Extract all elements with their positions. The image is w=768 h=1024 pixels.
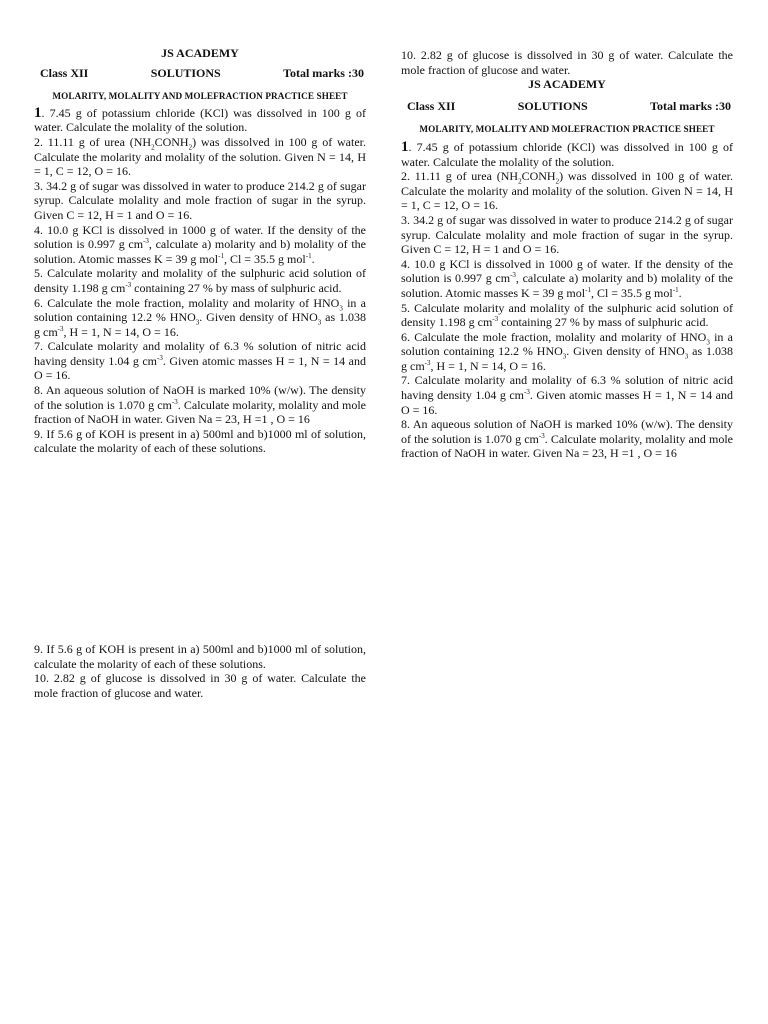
question-3: 3. 34.2 g of sugar was dissolved in water to produce 214.2 g of sugar syrup. Calculate molality and mole fraction of sugar in the syrup. Given C = 12, H = 1 and O = 16. (401, 212, 733, 257)
header-row (401, 99, 733, 114)
question-5: 5. Calculate molarity and molality of the sulphuric acid solution of density 1.198 g $cm^{-3}$ containing 27 % by mass of sulphuric acid. (34, 266, 366, 295)
school-name: JS ACADEMY (161, 46, 239, 60)
question-5: 5. Calculate molarity and molality of the sulphuric acid solution of density 1.198 g $cm^{-3}$ containing 27 % by mass of sulphuric acid. (401, 300, 733, 330)
class-label: Class XII (407, 98, 456, 113)
subject-label: SOLUTIONS (150, 65, 221, 80)
class-label: Class XII (40, 65, 89, 80)
question-6: 6. Calculate the mole fraction, molality and molarity of $HNO_3$ in a solution containing 12.2 % $HNO_3$. Given density of $HNO_3$ as 1.038 g $cm^{-3}$, H = 1, N = 14, O = 16. (34, 295, 366, 339)
marks-label: Total marks :30 (650, 98, 731, 113)
sheet-title: MOLARITY, MOLALITY AND MOLEFRACTION PRACTICE SHEET (52, 91, 348, 102)
school-name: JS ACADEMY (528, 77, 606, 92)
left-column-bottom (34, 642, 366, 700)
question-4: 4. 10.0 g KCl is dissolved in 1000 g of water. If the density of the solution is 0.997 g $cm^{-3}$, calculate a) molarity and b) molality of the solution. Atomic masses K = 39 g mol$^{-1}$, Cl = 35.5 g mol$^{-1}$. (34, 222, 366, 266)
question-10-top: 10. 2.82 g of glucose is dissolved in 30 g of water. Calculate the mole fraction of glucose and water. (401, 48, 733, 77)
question-2: 2. 11.11 g of urea $(NH_2CONH_2)$ was dissolved in 100 g of water. Calculate the molarity and molality of the solution. Given N = 14, H = 1, C = 12, O = 16. (401, 169, 733, 213)
header-row (34, 66, 366, 81)
question-1: 1. 7.45 g of potassium chloride (KCl) was dissolved in 100 g of water. Calculate the molality of the solution. (401, 138, 733, 169)
marks-label: Total marks :30 (283, 65, 364, 80)
question-9: 9. If 5.6 g of KOH is present in a) 500ml and b)1000 ml of solution, calculate the molarity of each of these solutions. (34, 426, 366, 456)
question-9-repeat: 9. If 5.6 g of KOH is present in a) 500ml and b)1000 ml of solution, calculate the molarity of each of these solutions. (34, 642, 366, 671)
question-3: 3. 34.2 g of sugar was dissolved in water to produce 214.2 g of sugar syrup. Calculate molality and mole fraction of sugar in the syrup. Given C = 12, H = 1 and O = 16. (34, 178, 366, 222)
subject-label: SOLUTIONS (517, 98, 588, 113)
question-7: 7. Calculate molarity and molality of 6.3 % solution of nitric acid having density 1.04 g $cm^{-3}$. Given atomic masses H = 1, N = 14 and O = 16. (401, 373, 733, 417)
right-column (401, 48, 733, 461)
question-1: 1. 7.45 g of potassium chloride (KCl) was dissolved in 100 g of water. Calculate the molality of the solution. (34, 104, 366, 135)
question-2: 2. 11.11 g of urea $(NH_2CONH_2)$ was dissolved in 100 g of water. Calculate the molarity and molality of the solution. Given N = 14, H = 1, C = 12, O = 16. (34, 134, 366, 179)
question-7: 7. Calculate molarity and molality of 6.3 % solution of nitric acid having density 1.04 g $cm^{-3}$. Given atomic masses H = 1, N = 14 and O = 16. (34, 339, 366, 383)
question-10: 10. 2.82 g of glucose is dissolved in 30 g of water. Calculate the mole fraction of glucose and water. (34, 671, 366, 700)
question-4: 4. 10.0 g KCl is dissolved in 1000 g of water. If the density of the solution is 0.997 g $cm^{-3}$, calculate a) molarity and b) molality of the solution. Atomic masses K = 39 g mol$^{-1}$, Cl = 35.5 g mol$^{-1}$. (401, 256, 733, 300)
question-8: 8. An aqueous solution of NaOH is marked 10% (w/w). The density of the solution is 1.070 g $cm^{-3}$. Calculate molarity, molality and mole fraction of NaOH in water. Given Na = 23, H =1 , O = 16 (34, 383, 366, 427)
question-8: 8. An aqueous solution of NaOH is marked 10% (w/w). The density of the solution is 1.070 g $cm^{-3}$. Calculate molarity, molality and mole fraction of NaOH in water. Given Na = 23, H =1 , O = 16 (401, 417, 733, 461)
question-6: 6. Calculate the mole fraction, molality and molarity of $HNO_3$ in a solution containing 12.2 % $HNO_3$. Given density of $HNO_3$ as 1.038 g $cm^{-3}$, H = 1, N = 14, O = 16. (401, 329, 733, 373)
sheet-title: MOLARITY, MOLALITY AND MOLEFRACTION PRACTICE SHEET (419, 124, 715, 135)
left-column (34, 46, 366, 456)
